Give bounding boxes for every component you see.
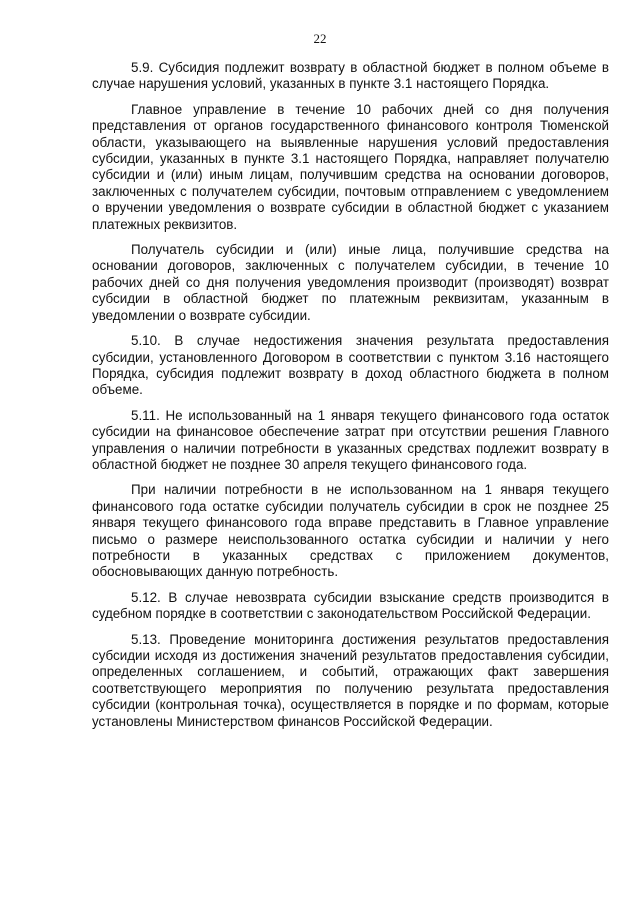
paragraph-5-11-need: При наличии потребности в не использованном на 1 января текущего финансового года остатке субсидии получатель субсидии в срок не позднее 25 января текущего финансового года вправе представить в Главное управление письмо о размере неиспользованного остатка субсидии и наличии у него потребности в указанных средствах с приложением документов, обосновывающих данную потребность. bbox=[92, 482, 609, 580]
paragraph-5-9: 5.9. Субсидия подлежит возврату в областной бюджет в полном объеме в случае нарушения условий, указанных в пункте 3.1 настоящего Порядка. bbox=[92, 60, 609, 92]
paragraph-5-9-refund: Получатель субсидии и (или) иные лица, получившие средства на основании договоров, заключенных с получателем субсидии, в течение 10 рабочих дней со дня получения уведомления производит (производят) возврат субсидии в областной бюджет по платежным реквизитам, указанным в уведомлении о возврате субсидии. bbox=[92, 242, 609, 323]
paragraph-5-12: 5.12. В случае невозврата субсидии взыскание средств производится в судебном порядке в соответствии с законодательством Российской Федерации. bbox=[92, 589, 609, 622]
paragraph-5-13: 5.13. Проведение мониторинга достижения результатов предоставления субсидии исходя из достижения значений результатов предоставления субсидии, определенных соглашением, и событий, отражающих факт завершения соответствующего мероприятия по получению результата предоставления субсидии (контрольная точка), осуществляется в порядке и по формам, которые установлены Министерством финансов Российской Федерации. bbox=[92, 631, 609, 729]
paragraph-5-10: 5.10. В случае недостижения значения результата предоставления субсидии, установленного Договором в соответствии с пунктом 3.16 настоящего Порядка, субсидия подлежит возврату в доход областного бюджета в полном объеме. bbox=[92, 333, 609, 398]
page-number: 22 bbox=[313, 31, 327, 46]
paragraph-5-11: 5.11. Не использованный на 1 января текущего финансового года остаток субсидии на финансовое обеспечение затрат при отсутствии решения Главного управления о наличии потребности в указанных средствах подлежит возврату в областной бюджет не позднее 30 апреля текущего финансового года. bbox=[92, 407, 609, 472]
document-body bbox=[92, 60, 609, 739]
paragraph-5-9-notice: Главное управление в течение 10 рабочих дней со дня получения представления от органов государственного финансового контроля Тюменской области, указывающего на выявленные нарушения условий предоставления субсидии, указанных в пункте 3.1 настоящего Порядка, направляет получателю субсидии и (или) иным лицам, получившим средства на основании договоров, заключенных с получателем субсидии, почтовым отправлением с уведомлением о вручении уведомления о возврате субсидии в областной бюджет с указанием платежных реквизитов. bbox=[92, 101, 609, 232]
